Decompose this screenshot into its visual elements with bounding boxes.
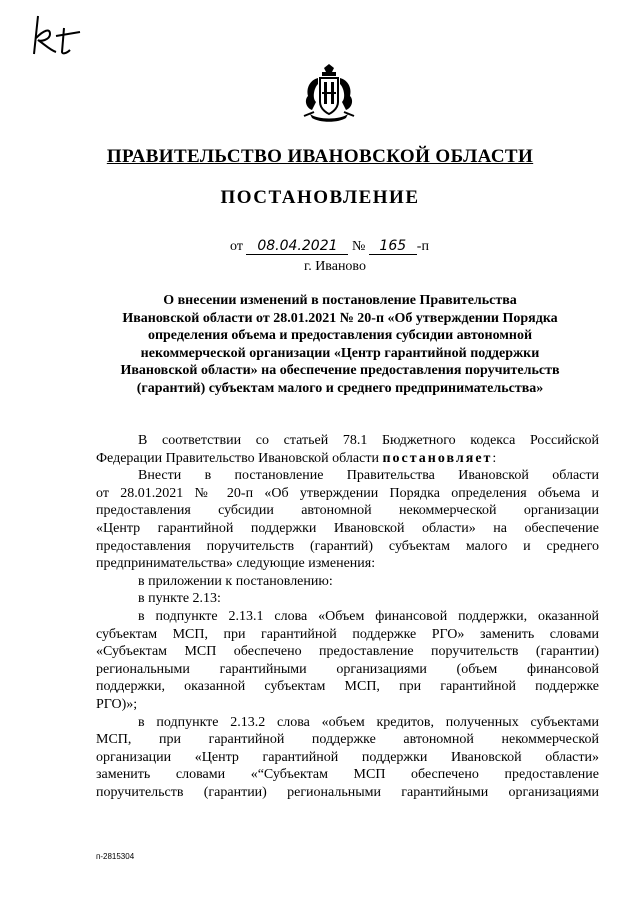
body-text-span: Федерации Правительство Ивановской области	[96, 450, 379, 466]
subject-line: Ивановской области» на обеспечение предоставления поручительств	[120, 363, 560, 378]
body-line: заменить словами «“Субъектам МСП обеспечено предоставление	[96, 767, 599, 783]
coat-of-arms-icon	[300, 62, 358, 124]
document-code: п-2815304	[96, 852, 135, 861]
subject-line: определения объема и предоставления субсидии автономной	[147, 328, 533, 343]
body-line: «Субъектам МСП обеспечено предоставление поручительств (гарантии)	[96, 644, 599, 660]
body-text-span: :	[492, 450, 497, 466]
body-line: поручительств (гарантии) региональными гарантийными организациями	[96, 784, 599, 800]
body-line: в подпункте 2.13.2 слова «объем кредитов, полученных субъектами	[138, 714, 599, 730]
body-line: «Центр гарантийной поддержки Ивановской области» на обеспечение	[96, 520, 599, 536]
body-line: В соответствии со статьей 78.1 Бюджетного кодекса Российской	[138, 433, 599, 448]
body-line: МСП, при гарантийной поддержке автономной некоммерческой	[96, 732, 599, 748]
handwritten-mark-kt	[30, 14, 85, 56]
city: г. Иваново	[304, 259, 366, 274]
body-line: региональными гарантийными организациями (объем финансовой	[96, 661, 599, 677]
document-type: ПОСТАНОВЛЕНИЕ	[220, 187, 420, 208]
body-line	[96, 450, 599, 468]
handwritten-date: 08.04.2021	[246, 238, 348, 255]
body-line: в подпункте 2.13.1 слова «Объем финансовой поддержки, оказанной	[138, 608, 599, 624]
handwritten-number: 165	[369, 238, 417, 255]
subject-line: Ивановской области от 28.01.2021 № 20-п «Об утверждении Порядка	[122, 310, 558, 326]
subject-line: (гарантий) субъектам малого и среднего предпринимательства»	[136, 380, 544, 396]
body-line: от 28.01.2021 № 20-п «Об утверждении Порядка определения объема и	[96, 485, 599, 501]
subject-line: О внесении изменений в постановление Правительства	[163, 293, 517, 308]
body-line: предоставления субсидии автономной некоммерческой организации	[96, 503, 599, 519]
government-title: ПРАВИТЕЛЬСТВО ИВАНОВСКОЙ ОБЛАСТИ	[106, 146, 534, 167]
date-number-line	[230, 238, 429, 255]
body-line: в приложении к постановлению:	[138, 573, 333, 589]
body-line: субъектам МСП, при гарантийной поддержке РГО» заменить словами	[96, 626, 599, 642]
body-line: в пункте 2.13:	[138, 591, 221, 607]
subject-heading	[95, 292, 585, 397]
subject-line: некоммерческой организации «Центр гарантийной поддержки	[140, 345, 540, 361]
body-line: организации «Центр гарантийной поддержки Ивановской области»	[96, 749, 599, 765]
date-prefix: от	[230, 239, 243, 254]
body-line: предпринимательства» следующие изменения:	[96, 556, 376, 572]
decree-keyword: постановляет	[382, 450, 493, 466]
body-text	[96, 432, 599, 801]
body-line: поддержки, оказанной субъектам МСП, при гарантийной поддержке	[96, 679, 599, 695]
body-line: РГО)»;	[96, 696, 138, 712]
number-label: №	[351, 239, 366, 254]
body-line: предоставления поручительств (гарантий) субъектам малого и среднего	[96, 538, 599, 554]
number-suffix: -п	[416, 239, 429, 254]
body-line: Внести в постановление Правительства Ивановской области	[138, 468, 599, 484]
